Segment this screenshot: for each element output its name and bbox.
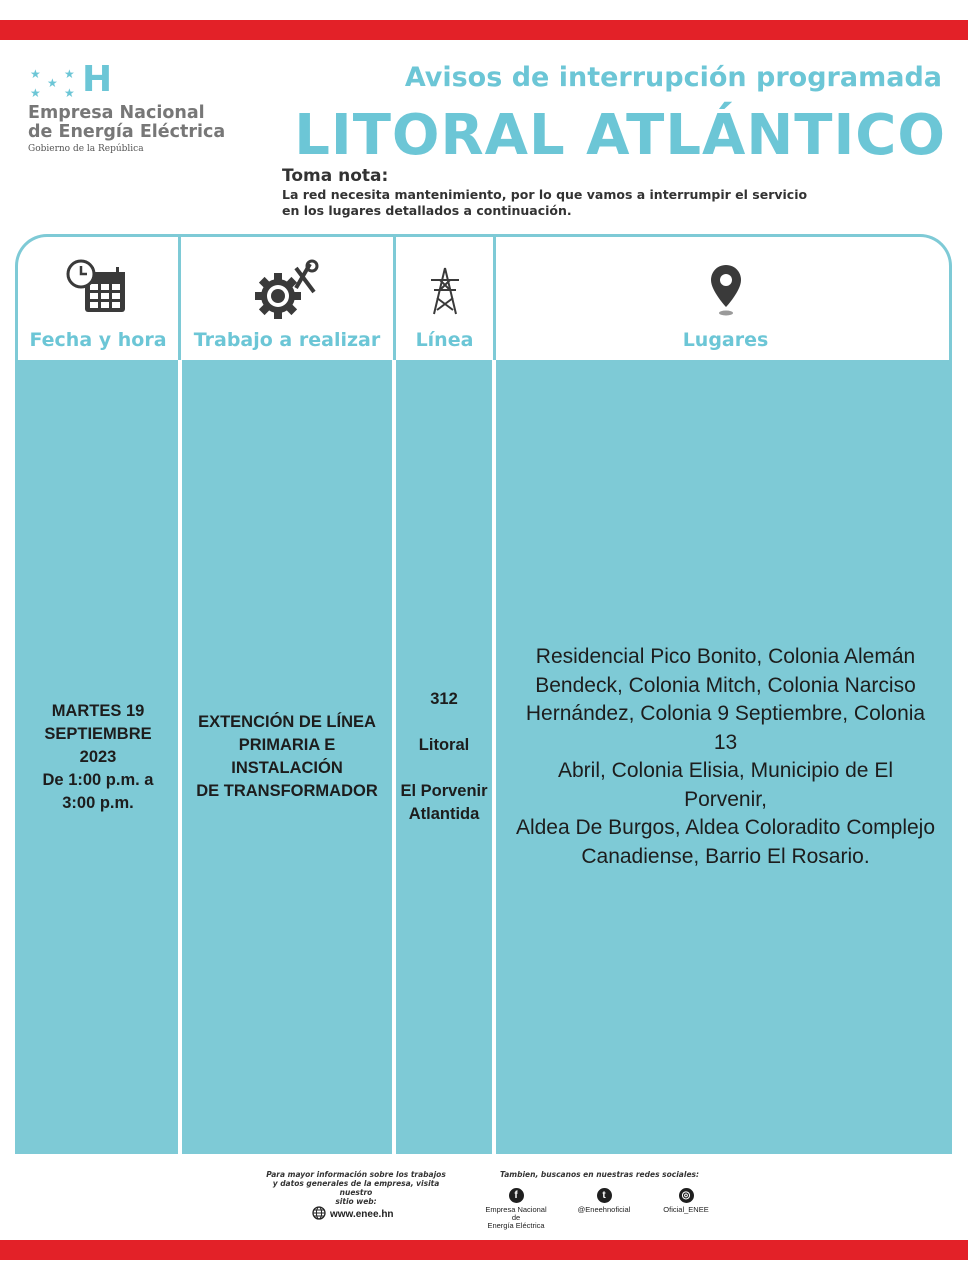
footer-info-line: sitio web: — [335, 1197, 377, 1206]
globe-icon — [312, 1206, 326, 1223]
header-label: Línea — [415, 329, 474, 351]
lugares-line: Abril, Colonia Elisia, Municipio de El Porvenir, — [558, 759, 893, 811]
instagram-icon: ◎ — [679, 1188, 694, 1203]
social-facebook[interactable] — [484, 1188, 548, 1230]
top-red-bar — [0, 20, 968, 40]
company-name-line2: de Energía Eléctrica — [28, 122, 226, 142]
header-trabajo — [181, 237, 393, 360]
social-label: Energía Eléctrica — [487, 1221, 545, 1230]
note-body — [282, 187, 822, 219]
company-name — [28, 104, 225, 142]
outage-table — [15, 234, 952, 1154]
lugares-line: Aldea De Burgos, Aldea Coloradito Complejo — [515, 816, 936, 839]
fecha-line: MARTES 19 — [51, 701, 145, 720]
social-label: Oficial_ENEE — [663, 1205, 709, 1214]
linea-place: El Porvenir — [400, 782, 488, 800]
enee-logo — [28, 59, 258, 164]
cell-linea — [396, 360, 492, 1154]
trabajo-line: EXTENCIÓN DE LÍNEA — [198, 713, 376, 731]
calendar-clock-icon — [18, 255, 178, 327]
linea-name: Litoral — [418, 736, 470, 754]
lugares-line: Bendeck, Colonia Mitch, Colonia Narciso — [535, 673, 916, 697]
footer-info — [258, 1170, 454, 1206]
cell-fecha — [18, 360, 178, 1154]
government-label: Gobierno de la República — [28, 144, 144, 154]
facebook-icon: f — [509, 1188, 524, 1203]
social-twitter[interactable] — [572, 1188, 636, 1214]
website-link[interactable] — [312, 1206, 394, 1223]
lugares-line: Residencial Pico Bonito, Colonia Alemán — [535, 645, 916, 668]
stars-icon: ★ ★ ★ ★ ★ — [30, 67, 75, 100]
lugares-line: Hernández, Colonia 9 Septiembre, Colonia 13 — [525, 702, 926, 754]
cell-lugares — [496, 360, 952, 1154]
page-title: LITORAL ATLÁNTICO — [294, 103, 946, 168]
header-lugares — [496, 237, 952, 360]
linea-code: 312 — [430, 690, 458, 708]
footer-info-line: y datos generales de la empresa, visita nuestro — [272, 1179, 440, 1197]
trabajo-line: PRIMARIA E INSTALACIÓN — [231, 736, 343, 777]
social-instagram[interactable] — [654, 1188, 718, 1214]
fecha-line: 3:00 p.m. — [62, 793, 134, 812]
cell-trabajo — [182, 360, 392, 1154]
logo-letter: H — [82, 59, 113, 100]
header-label: Lugares — [682, 329, 769, 351]
social-heading: Tambien, buscanos en nuestras redes sociales: — [500, 1170, 699, 1179]
note-line1: La red necesita mantenimiento, por lo que vamos a interrumpir el servicio — [282, 187, 808, 202]
company-name-line1: Empresa Nacional — [28, 103, 205, 123]
footer-info-line: Para mayor información sobre los trabajos — [266, 1170, 446, 1179]
note-heading: Toma nota: — [282, 166, 389, 186]
fecha-line: De 1:00 p.m. a — [42, 770, 154, 789]
header-fecha — [18, 237, 178, 360]
social-label: Empresa Nacional de — [485, 1205, 547, 1222]
trabajo-line: DE TRANSFORMADOR — [196, 782, 378, 800]
fecha-line: 2023 — [79, 747, 117, 766]
page-subtitle: Avisos de interrupción programada — [404, 62, 942, 93]
twitter-icon: t — [597, 1188, 612, 1203]
lugares-line: Canadiense, Barrio El Rosario. — [581, 844, 870, 868]
location-pin-icon — [496, 255, 952, 327]
gear-tools-icon — [181, 255, 393, 327]
header-label: Trabajo a realizar — [193, 329, 381, 351]
social-label: @Eneehnoficial — [577, 1205, 631, 1214]
bottom-red-bar — [0, 1240, 968, 1260]
website-text: www.enee.hn — [330, 1209, 394, 1220]
header-linea — [396, 237, 493, 360]
power-tower-icon — [396, 255, 493, 327]
header-label: Fecha y hora — [29, 329, 167, 351]
note-line2: en los lugares detallados a continuación. — [282, 203, 572, 218]
fecha-line: SEPTIEMBRE — [44, 724, 152, 743]
linea-place: Atlantida — [408, 805, 480, 823]
